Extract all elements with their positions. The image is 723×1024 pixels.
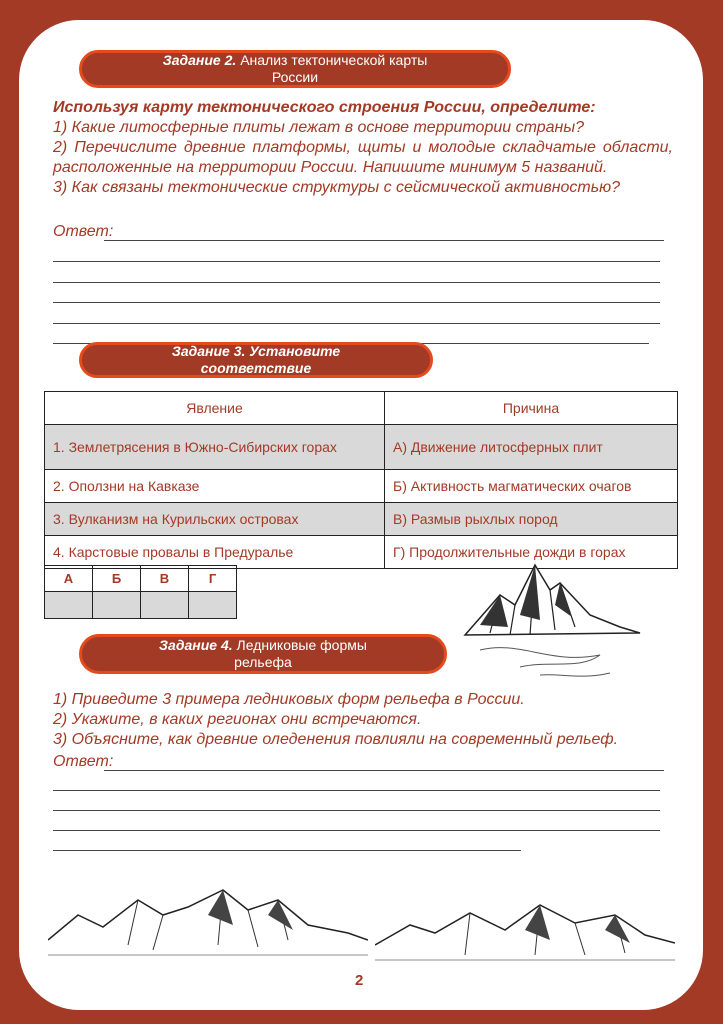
task4-answer-line[interactable] [53,850,521,851]
task4-q1: 1) Приведите 3 примера ледниковых форм рельефа в России. [53,691,525,708]
answer-cell-v[interactable] [141,592,189,619]
task2-questions [53,98,673,198]
answer-grid-cells [45,592,237,619]
table-row [45,503,678,536]
task2-answer-label: Ответ: [53,223,114,240]
task2-title [79,50,511,88]
task2-answer-line[interactable] [53,261,660,262]
task2-title-label: Задание 2. [162,52,237,68]
answer-cell-g[interactable] [189,592,237,619]
mountain-icon [460,555,645,685]
cause-cell: В) Размыв рыхлых пород [385,503,678,536]
mountains-right-icon [375,895,675,980]
task4-answer-line[interactable] [104,770,664,771]
matching-table [44,391,678,569]
task2-q3: 3) Как связаны тектонические структуры с сейсмической активностью? [53,179,621,196]
task2-q2: 2) Перечислите древние платформы, щиты и молодые складчатые области, расположенные на территории России. Напишите минимум 5 названий. [53,139,673,176]
task4-q2: 2) Укажите, в каких регионах они встречаются. [53,711,422,728]
task4-title-line2: рельефа [234,654,292,670]
answer-header-v: В [141,566,189,592]
answer-header-a: А [45,566,93,592]
answer-header-g: Г [189,566,237,592]
task2-answer-line[interactable] [53,302,660,303]
task4-title-label: Задание 4. [159,637,233,653]
task2-intro: Используя карту тектонического строения России, определите: [53,99,596,116]
table-row [45,425,678,470]
task3-title-line2: соответствие [200,360,312,376]
task4-q3: 3) Объясните, как древние оледенения повлияли на современный рельеф. [53,731,619,748]
task2-title-line2: России [271,69,319,85]
task4-answer-label: Ответ: [53,753,114,770]
header-phenomenon: Явление [45,392,385,425]
answer-grid [44,565,237,619]
answer-cell-b[interactable] [93,592,141,619]
task3-title-line1: Задание 3. Установите [171,343,341,359]
task4-title [79,634,447,674]
task4-title-line1: Ледниковые формы [236,637,367,653]
header-cause: Причина [385,392,678,425]
task4-answer-line[interactable] [53,830,660,831]
task2-q1: 1) Какие литосферные плиты лежат в основе территории страны? [53,119,584,136]
phenomenon-cell: 2. Оползни на Кавказе [45,470,385,503]
mountains-left-icon [48,885,368,975]
table-row [45,470,678,503]
task2-answer-line[interactable] [53,323,660,324]
table-header-row [45,392,678,425]
task2-answer-line[interactable] [104,240,664,241]
task4-questions [53,690,673,750]
task3-title [79,342,433,378]
cause-cell: А) Движение литосферных плит [385,425,678,470]
phenomenon-cell: 1. Землетрясения в Южно-Сибирских горах [45,425,385,470]
page-number: 2 [355,972,364,989]
answer-header-b: Б [93,566,141,592]
cause-cell: Б) Активность магматических очагов [385,470,678,503]
phenomenon-cell: 4. Карстовые провалы в Предуралье [45,536,385,569]
phenomenon-cell: 3. Вулканизм на Курильских островах [45,503,385,536]
task2-title-line1: Анализ тектонической карты [240,52,428,68]
answer-grid-header [45,566,237,592]
task4-answer-line[interactable] [53,790,660,791]
task2-answer-line[interactable] [53,282,660,283]
cause-cell: Г) Продолжительные дожди в горах [385,536,678,569]
answer-cell-a[interactable] [45,592,93,619]
task4-answer-line[interactable] [53,810,660,811]
